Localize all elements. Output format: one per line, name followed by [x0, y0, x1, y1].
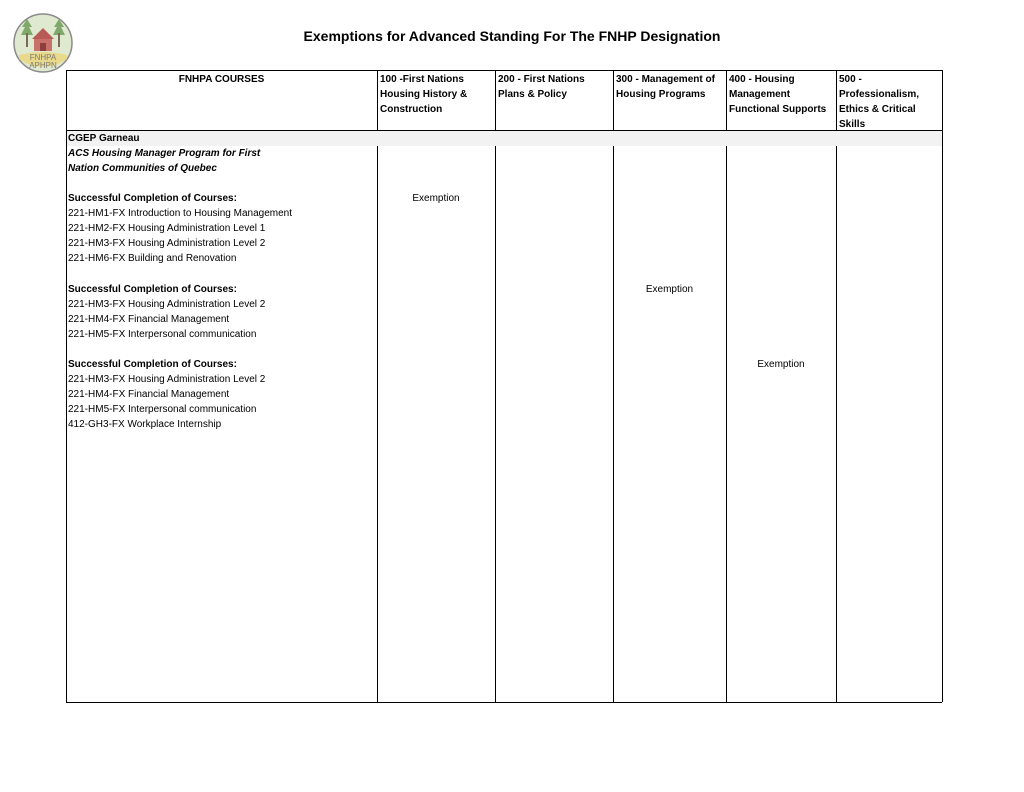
course-line: 221-HM5-FX Interpersonal communication	[68, 404, 257, 415]
exemption-400: Exemption	[757, 359, 805, 370]
group-heading: Successful Completion of Courses:	[68, 193, 237, 204]
col-divider	[942, 70, 943, 702]
institution-name: CGEP Garneau	[68, 133, 140, 144]
exemption-300: Exemption	[645, 284, 694, 295]
course-line: 412-GH3-FX Workplace Internship	[68, 419, 222, 430]
column-header-100: 100 -First Nations Housing History & Construction	[380, 74, 468, 115]
col-divider	[726, 70, 727, 702]
column-header-400: 400 - Housing Management Functional Supports	[729, 74, 827, 115]
program-name-line2: Nation Communities of Quebec	[68, 163, 217, 174]
page-title: Exemptions for Advanced Standing For The FNHP Designation	[303, 28, 721, 44]
course-line: 221-HM2-FX Housing Administration Level 1	[68, 223, 266, 234]
table-border-bottom	[66, 702, 942, 703]
course-line: 221-HM1-FX Introduction to Housing Management	[68, 208, 293, 219]
group-heading: Successful Completion of Courses:	[68, 284, 237, 295]
col-divider	[613, 70, 614, 702]
logo-text-1: FNHPA	[29, 53, 57, 62]
institution-row-band	[67, 131, 942, 146]
column-header-200: 200 - First Nations Plans & Policy	[498, 74, 585, 100]
col-divider	[495, 70, 496, 702]
logo-text-2: APHPN	[29, 61, 57, 70]
exemptions-table	[66, 70, 943, 703]
column-header-500: 500 - Professionalism, Ethics & Critical Skills	[839, 74, 920, 130]
exemption-100: Exemption	[412, 193, 460, 204]
course-line: 221-HM6-FX Building and Renovation	[68, 253, 237, 264]
column-header-300: 300 - Management of Housing Programs	[616, 74, 715, 100]
course-line: 221-HM3-FX Housing Administration Level 2	[68, 374, 266, 385]
course-line: 221-HM4-FX Financial Management	[68, 314, 230, 325]
column-header-courses: FNHPA COURSES	[178, 74, 265, 85]
col-divider	[66, 70, 67, 702]
course-line: 221-HM4-FX Financial Management	[68, 389, 230, 400]
course-line: 221-HM3-FX Housing Administration Level 2	[68, 299, 266, 310]
table-border-top	[66, 70, 942, 71]
course-line: 221-HM3-FX Housing Administration Level 2	[68, 238, 266, 249]
col-divider	[836, 70, 837, 702]
program-name-line1: ACS Housing Manager Program for First	[68, 148, 261, 159]
col-divider	[377, 70, 378, 702]
group-heading: Successful Completion of Courses:	[68, 359, 237, 370]
course-line: 221-HM5-FX Interpersonal communication	[68, 329, 257, 340]
